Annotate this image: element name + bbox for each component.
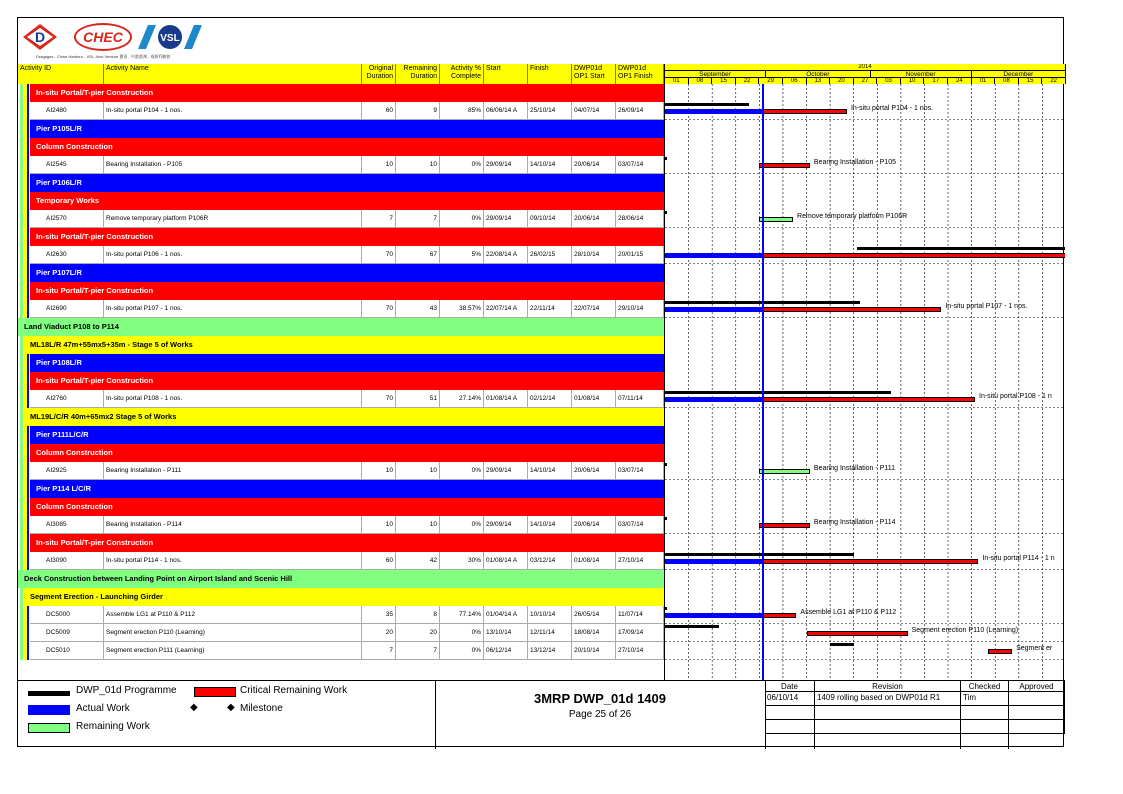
wbs-band-label: In-situ Portal/T-pier Construction <box>30 84 664 102</box>
cell-finish: 14/10/14 <box>528 156 572 174</box>
schedule-sheet <box>17 17 1064 747</box>
cell-start: 29/09/14 <box>484 516 528 534</box>
cell-finish: 02/12/14 <box>528 390 572 408</box>
svg-text:VSL: VSL <box>160 33 180 44</box>
remaining-work-bar[interactable] <box>759 217 793 222</box>
timeline-week: 15 <box>1019 78 1043 84</box>
revision-empty-cell <box>765 734 815 749</box>
wbs-indent-bar <box>18 354 30 372</box>
cell-dfinish: 20/01/15 <box>616 246 664 264</box>
header-activity-pct[interactable]: Activity % Complete <box>440 64 484 84</box>
cell-finish: 14/10/14 <box>528 516 572 534</box>
cell-pct: 0% <box>440 624 484 642</box>
cell-dfinish: 07/11/14 <box>616 390 664 408</box>
cell-name: Segment erection P111 (Learning) <box>104 642 362 660</box>
wbs-band-label: Pier P114 L/C/R <box>30 480 664 498</box>
remaining-work-bar[interactable] <box>759 469 810 474</box>
wbs-indent-bar <box>18 102 30 120</box>
critical-work-bar[interactable] <box>763 613 797 618</box>
cell-dstart: 22/07/14 <box>572 300 616 318</box>
cell-dfinish: 03/07/14 <box>616 516 664 534</box>
cell-od: 7 <box>362 642 396 660</box>
cell-rd: 67 <box>396 246 440 264</box>
cell-dfinish: 27/10/14 <box>616 552 664 570</box>
header-activity-id[interactable]: Activity ID <box>18 64 104 84</box>
wbs-band-label: Column Construction <box>30 444 664 462</box>
wbs-band-label: In-situ Portal/T-pier Construction <box>30 228 664 246</box>
legend-programme-swatch <box>28 691 70 696</box>
wbs-indent-bar <box>18 534 30 552</box>
cell-dstart: 26/05/14 <box>572 606 616 624</box>
revision-empty-cell <box>765 706 815 720</box>
timeline-week: 17 <box>924 78 948 84</box>
wbs-indent-bar <box>18 444 30 462</box>
cell-pct: 0% <box>440 642 484 660</box>
timeline-week: 13 <box>807 78 831 84</box>
legend-programme-label: DWP_01d Programme <box>76 685 177 696</box>
timeline-month: September <box>665 71 766 77</box>
milestone-icon: ◆ <box>227 702 235 713</box>
wbs-band-label: In-situ Portal/T-pier Construction <box>30 534 664 552</box>
timeline-year-row <box>665 64 1066 71</box>
revision-header-revision: Revision <box>815 681 961 692</box>
revision-header-approved: Approved <box>1009 681 1065 692</box>
cell-start: 01/08/14 A <box>484 390 528 408</box>
cell-finish: 12/11/14 <box>528 624 572 642</box>
wbs-indent-bar <box>18 192 30 210</box>
cell-od: 70 <box>362 246 396 264</box>
cell-dstart: 18/08/14 <box>572 624 616 642</box>
timeline-week: 01 <box>665 78 689 84</box>
wbs-indent-bar <box>18 480 30 498</box>
gantt-bar-label: In-situ portal P108 - 1 n <box>979 393 1052 400</box>
wbs-indent-bar <box>18 390 30 408</box>
timeline-month: November <box>871 71 972 77</box>
cell-finish: 10/10/14 <box>528 606 572 624</box>
cell-id: AI2690 <box>30 300 104 318</box>
critical-work-bar[interactable] <box>763 559 979 564</box>
revision-empty-cell <box>765 720 815 734</box>
cell-dstart: 01/08/14 <box>572 552 616 570</box>
cell-name: Bearing Installation - P111 <box>104 462 362 480</box>
cell-id: DC5009 <box>30 624 104 642</box>
cell-dfinish: 11/07/14 <box>616 606 664 624</box>
cell-dstart: 20/10/14 <box>572 642 616 660</box>
cell-pct: 5% <box>440 246 484 264</box>
cell-dfinish: 27/10/14 <box>616 642 664 660</box>
wbs-band-label: Pier P111L/C/R <box>30 426 664 444</box>
cell-dstart: 20/06/14 <box>572 210 616 228</box>
cell-id: DC5000 <box>30 606 104 624</box>
wbs-indent-bar <box>18 642 30 660</box>
programme-bar[interactable] <box>857 247 1065 250</box>
critical-work-bar[interactable] <box>988 649 1012 654</box>
timeline-week: 15 <box>712 78 736 84</box>
wbs-band-label: Column Construction <box>30 498 664 516</box>
revision-empty-cell <box>815 706 961 720</box>
wbs-indent-bar <box>18 246 30 264</box>
cell-finish: 13/12/14 <box>528 642 572 660</box>
legend-critical-swatch <box>194 687 236 697</box>
cell-start: 22/07/14 A <box>484 300 528 318</box>
cell-id: AI2925 <box>30 462 104 480</box>
cell-start: 01/04/14 A <box>484 606 528 624</box>
critical-work-bar[interactable] <box>807 631 908 636</box>
wbs-indent-bar <box>18 624 30 642</box>
cell-od: 70 <box>362 300 396 318</box>
logo-strip <box>18 18 1065 64</box>
wbs-indent-bar <box>18 84 30 102</box>
cell-dfinish: 03/07/14 <box>616 462 664 480</box>
programme-bar[interactable] <box>665 103 749 106</box>
timeline-week: 10 <box>901 78 925 84</box>
wbs-indent-bar <box>18 606 30 624</box>
wbs-indent-bar <box>18 174 30 192</box>
revision-empty-cell <box>815 720 961 734</box>
cell-pct: 85% <box>440 102 484 120</box>
wbs-indent-bar <box>18 498 30 516</box>
revision-empty-cell <box>961 706 1009 720</box>
page-number: Page 25 of 26 <box>568 709 632 720</box>
timeline-week: 22 <box>1042 78 1066 84</box>
cell-od: 10 <box>362 462 396 480</box>
cell-start: 29/09/14 <box>484 156 528 174</box>
timeline-week: 27 <box>854 78 878 84</box>
wbs-indent-bar <box>18 138 30 156</box>
header-dwp-start[interactable]: DWP01d OP1 Start <box>572 64 616 84</box>
cell-pct: 0% <box>440 210 484 228</box>
cell-name: Remove temporary platform P106R <box>104 210 362 228</box>
revision-empty-cell <box>1009 706 1065 720</box>
header-activity-name[interactable]: Activity Name <box>104 64 362 84</box>
cell-dfinish: 03/07/14 <box>616 156 664 174</box>
cell-rd: 43 <box>396 300 440 318</box>
cell-dfinish: 29/10/14 <box>616 300 664 318</box>
cell-id: AI2760 <box>30 390 104 408</box>
programme-bar[interactable] <box>665 553 854 556</box>
actual-work-bar[interactable] <box>665 559 763 564</box>
cell-finish: 25/10/14 <box>528 102 572 120</box>
revision-header-checked: Checked <box>961 681 1009 692</box>
wbs-indent-bar <box>18 156 30 174</box>
revision-checked: Tim <box>961 692 1009 706</box>
cell-id: DC5010 <box>30 642 104 660</box>
wbs-indent-bar <box>18 426 30 444</box>
revision-header-date: Date <box>765 681 815 692</box>
revision-text: 1409 rolling based on DWP01d R1 <box>815 692 961 706</box>
wbs-indent-bar <box>18 300 30 318</box>
timeline-week: 06 <box>783 78 807 84</box>
timeline-header <box>664 64 1065 84</box>
gantt-bar-label: Bearing Installation - P114 <box>813 519 896 526</box>
wbs-band-label: Pier P107L/R <box>30 264 664 282</box>
legend-critical-label: Critical Remaining Work <box>240 685 348 696</box>
cell-od: 20 <box>362 624 396 642</box>
legend-actual-label: Actual Work <box>76 703 130 714</box>
cell-name: In-situ portal P106 - 1 nos. <box>104 246 362 264</box>
wbs-band-label: Temporary Works <box>30 192 664 210</box>
cell-dstart: 01/08/14 <box>572 390 616 408</box>
wbs-indent-bar <box>18 228 30 246</box>
cell-dstart: 20/06/14 <box>572 156 616 174</box>
cell-finish: 03/12/14 <box>528 552 572 570</box>
cell-id: AI3085 <box>30 516 104 534</box>
cell-dstart: 20/06/14 <box>572 516 616 534</box>
cell-dstart: 04/07/14 <box>572 102 616 120</box>
gantt-chart <box>664 84 1065 680</box>
revision-empty-cell <box>961 734 1009 749</box>
cell-start: 06/12/14 <box>484 642 528 660</box>
gantt-bar-label: In-situ portal P107 - 1 nos. <box>945 303 1028 310</box>
cell-start: 29/09/14 <box>484 462 528 480</box>
cell-name: Bearing Installation - P114 <box>104 516 362 534</box>
cell-pct: 0% <box>440 516 484 534</box>
wbs-indent-bar <box>18 552 30 570</box>
cell-od: 10 <box>362 516 396 534</box>
critical-work-bar[interactable] <box>763 397 975 402</box>
cell-pct: 27.14% <box>440 390 484 408</box>
programme-bar[interactable] <box>665 517 667 520</box>
wbs-band-label: Pier P105L/R <box>30 120 664 138</box>
cell-start: 01/08/14 A <box>484 552 528 570</box>
cell-name: In-situ portal P107 - 1 nos. <box>104 300 362 318</box>
revision-empty-cell <box>961 720 1009 734</box>
cell-name: Bearing Installation - P105 <box>104 156 362 174</box>
cell-id: AI3090 <box>30 552 104 570</box>
table-header <box>18 64 1065 84</box>
cell-finish: 14/10/14 <box>528 462 572 480</box>
cell-name: Assemble LG1 at P110 & P112 <box>104 606 362 624</box>
wbs-indent-bar <box>18 462 30 480</box>
revision-date: 06/10/14 <box>765 692 815 706</box>
programme-bar[interactable] <box>665 463 667 466</box>
revision-approved <box>1009 692 1065 706</box>
dragages-logo <box>22 23 58 51</box>
timeline-month: December <box>972 71 1066 77</box>
footer <box>18 680 1065 749</box>
cell-name: Segment erection P110 (Learning) <box>104 624 362 642</box>
timeline-year: 2014 <box>665 64 1066 70</box>
timeline-week: 24 <box>948 78 972 84</box>
legend-remaining-label: Remaining Work <box>76 721 150 732</box>
wbs-band-label: ML18L/R 47m+55mx5+35m - Stage 5 of Works <box>24 336 664 354</box>
critical-work-bar[interactable] <box>759 163 810 168</box>
actual-work-bar[interactable] <box>665 613 763 618</box>
cell-start: 29/09/14 <box>484 210 528 228</box>
programme-bar[interactable] <box>665 157 667 160</box>
cell-start: 06/06/14 A <box>484 102 528 120</box>
wbs-band-label: Land Viaduct P108 to P114 <box>18 318 664 336</box>
cell-od: 70 <box>362 390 396 408</box>
programme-bar[interactable] <box>665 211 667 214</box>
timeline-week: 22 <box>736 78 760 84</box>
wbs-band-label: In-situ Portal/T-pier Construction <box>30 282 664 300</box>
timeline-week: 20 <box>830 78 854 84</box>
cell-id: AI2480 <box>30 102 104 120</box>
cell-rd: 20 <box>396 624 440 642</box>
cell-dstart: 20/06/14 <box>572 462 616 480</box>
cell-pct: 38.57% <box>440 300 484 318</box>
cell-pct: 30% <box>440 552 484 570</box>
gantt-bar-label: Segment er <box>1016 645 1053 652</box>
wbs-band-label: Column Construction <box>30 138 664 156</box>
gantt-bar-label: In-situ portal P104 - 1 nos. <box>850 105 934 112</box>
cell-rd: 8 <box>396 606 440 624</box>
revision-empty-cell <box>815 734 961 749</box>
cell-id: AI2570 <box>30 210 104 228</box>
wbs-band-label: Segment Erection - Launching Girder <box>24 588 664 606</box>
cell-name: In-situ portal P114 - 1 nos. <box>104 552 362 570</box>
header-remaining-duration[interactable]: Remaining Duration <box>396 64 440 84</box>
gantt-bar-label: Bearing Installation - P105 <box>813 159 896 166</box>
actual-work-bar[interactable] <box>665 307 763 312</box>
critical-work-bar[interactable] <box>759 523 810 528</box>
cell-dfinish: 26/09/14 <box>616 102 664 120</box>
critical-work-bar[interactable] <box>763 109 847 114</box>
cell-name: In-situ portal P104 - 1 nos. <box>104 102 362 120</box>
cell-start: 13/10/14 <box>484 624 528 642</box>
wbs-indent-bar <box>18 210 30 228</box>
revision-empty-cell <box>1009 720 1065 734</box>
timeline-week: 03 <box>877 78 901 84</box>
legend-actual-swatch <box>28 705 70 715</box>
gantt-bar-label: Assemble LG1 at P110 & P112 <box>800 609 897 616</box>
header-finish[interactable]: Finish <box>528 64 572 84</box>
header-dwp-finish[interactable]: DWP01d OP1 Finish <box>616 64 664 84</box>
chec-logo: CHEC <box>74 23 132 51</box>
logo-caption: Dragages - China Harbour - VSL Joint Venture 寶嘉 - 中港港灣 - 威勝利聯營 <box>36 54 171 59</box>
cell-start: 22/08/14 A <box>484 246 528 264</box>
timeline-week: 29 <box>759 78 783 84</box>
wbs-band-label: Pier P106L/R <box>30 174 664 192</box>
critical-work-bar[interactable] <box>763 307 942 312</box>
wbs-indent-bar <box>18 264 30 282</box>
cell-id: AI2630 <box>30 246 104 264</box>
cell-od: 10 <box>362 156 396 174</box>
gantt-bar-label: Segment erection P110 (Learning) <box>911 627 1019 634</box>
wbs-band-label: In-situ Portal/T-pier Construction <box>30 372 664 390</box>
cell-od: 60 <box>362 552 396 570</box>
cell-rd: 10 <box>396 462 440 480</box>
cell-finish: 22/11/14 <box>528 300 572 318</box>
cell-id: AI2545 <box>30 156 104 174</box>
header-start[interactable]: Start <box>484 64 528 84</box>
legend-remaining-swatch <box>28 723 70 733</box>
revision-empty-cell <box>1009 734 1065 749</box>
cell-pct: 77.14% <box>440 606 484 624</box>
cell-dstart: 28/10/14 <box>572 246 616 264</box>
wbs-band-label: ML19L/C/R 40m+65mx2 Stage 5 of Works <box>24 408 664 426</box>
cell-finish: 09/10/14 <box>528 210 572 228</box>
cell-pct: 0% <box>440 156 484 174</box>
cell-od: 35 <box>362 606 396 624</box>
cell-pct: 0% <box>440 462 484 480</box>
actual-work-bar[interactable] <box>665 253 763 258</box>
cell-rd: 42 <box>396 552 440 570</box>
wbs-band-label: Deck Construction between Landing Point on Airport Island and Scenic Hill <box>18 570 664 588</box>
milestone-icon: ◆ <box>190 702 198 713</box>
programme-bar[interactable] <box>665 625 719 628</box>
cell-name: In-situ portal P108 - 1 nos. <box>104 390 362 408</box>
wbs-indent-bar <box>18 282 30 300</box>
cell-rd: 10 <box>396 156 440 174</box>
timeline-week: 08 <box>689 78 713 84</box>
programme-bar[interactable] <box>665 391 891 394</box>
wbs-indent-bar <box>18 120 30 138</box>
data-date-line <box>762 84 764 680</box>
wbs-band-label: Pier P108L/R <box>30 354 664 372</box>
wbs-indent-bar <box>18 372 30 390</box>
cell-rd: 10 <box>396 516 440 534</box>
legend-milestone-label: Milestone <box>240 703 283 714</box>
gantt-bar-label: Bearing Installation - P111 <box>813 465 895 472</box>
cell-od: 60 <box>362 102 396 120</box>
timeline-month-row <box>665 71 1066 78</box>
cell-rd: 51 <box>396 390 440 408</box>
timeline-week: 08 <box>995 78 1019 84</box>
actual-work-bar[interactable] <box>665 109 763 114</box>
timeline-week: 01 <box>972 78 996 84</box>
revision-table <box>765 681 1065 749</box>
cell-rd: 7 <box>396 210 440 228</box>
cell-rd: 7 <box>396 642 440 660</box>
critical-work-bar[interactable] <box>763 253 1065 258</box>
cell-od: 7 <box>362 210 396 228</box>
programme-bar[interactable] <box>665 607 667 610</box>
cell-dfinish: 28/06/14 <box>616 210 664 228</box>
wbs-indent-bar <box>18 516 30 534</box>
cell-rd: 9 <box>396 102 440 120</box>
gantt-grid <box>665 84 1065 680</box>
vsl-logo <box>138 23 204 51</box>
cell-finish: 26/02/15 <box>528 246 572 264</box>
cell-dfinish: 17/09/14 <box>616 624 664 642</box>
schedule-title: 3MRP DWP_01d 1409 <box>534 691 666 706</box>
header-original-duration[interactable]: Original Duration <box>362 64 396 84</box>
programme-bar[interactable] <box>830 643 854 646</box>
timeline-month: October <box>766 71 870 77</box>
actual-work-bar[interactable] <box>665 397 763 402</box>
gantt-bar-label: In-situ portal P114 - 1 n <box>982 555 1055 562</box>
gantt-bar-label: Remove temporary platform P106R <box>797 213 908 220</box>
svg-text:D: D <box>34 29 46 45</box>
